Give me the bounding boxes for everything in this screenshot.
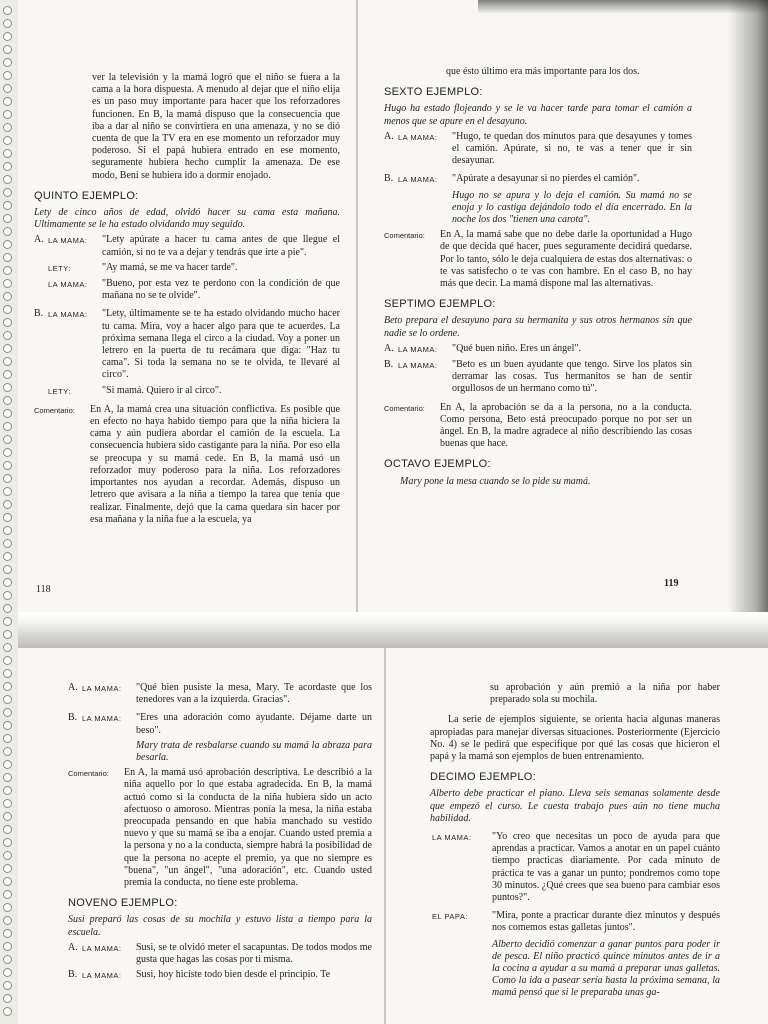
binding-hole	[3, 97, 12, 106]
binding-hole	[3, 318, 12, 327]
narration: Alberto decidió comenzar a ganar puntos para poder ir de pesca. El niño practicó quince minutos antes de ir a la cocina a ayudar a su mamá a preparar unas galletas. Como la ida a pasear sería hasta la próxima semana, la mamá pensó que si le preparaba unas ga-	[492, 938, 720, 999]
binding-hole	[3, 578, 12, 587]
section-heading: OCTAVO EJEMPLO:	[384, 458, 491, 471]
spiral-binding	[0, 0, 18, 1024]
dialogue-text: "Qué bien pusiste la mesa, Mary. Te acordaste que los tenedores van a la izquierda. Gracias".	[136, 682, 372, 706]
binding-hole	[3, 734, 12, 743]
binding-hole	[3, 305, 12, 314]
speaker: LETY:	[48, 386, 71, 396]
binding-hole	[3, 955, 12, 964]
speaker: LA MAMA:	[398, 344, 438, 354]
page-119	[384, 66, 692, 491]
binding-hole	[3, 916, 12, 925]
option-label: A.	[68, 941, 78, 953]
binding-hole	[3, 994, 12, 1003]
binding-hole	[3, 1007, 12, 1016]
binding-hole	[3, 45, 12, 54]
speaker: LA MAMA:	[48, 236, 88, 246]
speaker: LA MAMA:	[398, 361, 438, 371]
dialogue-text: "Mira, ponte a practicar durante diez minutos y después nos comemos estas galletas juntos".	[492, 910, 720, 934]
comment-text: En A, la aprobación se da a la persona, no a la conducta. Como persona, Beto está preocupado porque no por ser un ángel. En B, la madre agradece al niño describiendo las cosas buenas que hace.	[440, 401, 692, 450]
binding-hole	[3, 890, 12, 899]
comment-text: En A, la mamá crea una situación conflictiva. Es posible que en efecto no haya habido tiempo para que la niña hiciera la cama y aún pudiera abordar el camión de la escuela. La consecuencia hubiera sido castigante para la niña. Por eso ella se preocupa y su mamá cede. En B, la mamá usó un reforzador muy poderoso para la niña. Los reforzadores importantes nos ayudan a recordar. Además, dispuso un letrero que avisara a la niña a tiempo la tarea que tenía que realizar. Finalmente, dejó que la cama quedara sin hacer por esa mañana y la niña fue a la escuela, ya	[90, 403, 340, 525]
dialogue-text: Susi, se te olvidó meter el sacapuntas. De todos modos me gusta que hagas las cosas por ti misma.	[136, 941, 372, 966]
binding-hole	[3, 461, 12, 470]
gutter	[356, 0, 358, 612]
section-heading: NOVENO EJEMPLO:	[68, 897, 178, 910]
scenario: Hugo ha estado flojeando y se le va hacer tarde para tomar el camión a menos que se apure en el desayuno.	[384, 103, 692, 127]
binding-hole	[3, 422, 12, 431]
binding-hole	[3, 149, 12, 158]
binding-hole	[3, 838, 12, 847]
dialogue-line	[384, 131, 692, 168]
binding-hole	[3, 19, 12, 28]
page-left	[68, 682, 372, 985]
option-label: B.	[68, 969, 78, 981]
binding-hole	[3, 214, 12, 223]
comment-label: Comentario:	[68, 769, 109, 779]
page-gap	[18, 612, 768, 648]
scan-shadow	[728, 0, 768, 612]
dialogue-line	[384, 343, 692, 356]
scan-shadow-top	[478, 0, 768, 14]
binding-hole	[3, 799, 12, 808]
binding-hole	[3, 292, 12, 301]
binding-hole	[3, 513, 12, 522]
dialogue-line	[68, 942, 372, 966]
dialogue-text: "Si mamá. Quiero ir al circo".	[102, 384, 222, 396]
dialogue-line	[34, 234, 340, 258]
speaker: LA MAMA:	[82, 943, 122, 953]
option-label: B.	[384, 173, 394, 185]
top-spread	[18, 0, 768, 612]
binding-hole	[3, 747, 12, 756]
dialogue-text: "Ay mamá, se me va hacer tarde".	[102, 261, 238, 273]
scenario: Lety de cinco años de edad, olvidó hacer su cama esta mañana. Ultimamente se le ha estado olvidando muy seguido.	[34, 207, 340, 231]
dialogue-line	[34, 278, 340, 302]
option-label: B.	[384, 359, 394, 371]
binding-hole	[3, 32, 12, 41]
binding-hole	[3, 968, 12, 977]
binding-hole	[3, 383, 12, 392]
binding-hole	[3, 721, 12, 730]
binding-hole	[3, 760, 12, 769]
dialogue-line	[68, 712, 372, 736]
dialogue-line	[430, 910, 720, 934]
binding-hole	[3, 669, 12, 678]
option-label: A.	[384, 130, 394, 142]
binding-hole	[3, 604, 12, 613]
dialogue-text: "Hugo, te quedan dos minutos para que desayunes y tomes el camión. Apúrate, si no, te vas a tener que ir sin desayunar.	[452, 130, 692, 167]
section-heading: SEPTIMO EJEMPLO:	[384, 298, 496, 311]
page-number: 119	[664, 578, 679, 589]
scenario: Beto prepara el desayuno para su hermanita y sus otros hermanos sin que nadie se lo ordene.	[384, 315, 692, 339]
comment-text: En A, la mamá usó aprobación descriptiva. Le describió a la niña aquello por lo que estaba agradecida. En B, la mamá actuó como si la conducta de la niña hubiera sido un acto afectuoso o amoroso. Mientras ponía la mesa, la niña estaba preocupada pensando en que había manchado su vestido nuevo y que su mamá se iba a enojar. Cuando usted premia a la persona y no a la conducta, siempre habrá la posibilidad de que la persona no acepte el premio, ya que no siempre es "buena", "un ángel", "una adoración", etc. Cuando usted premia la conducta, no tiene este problema.	[124, 767, 372, 889]
option-label: B.	[68, 712, 78, 724]
binding-hole	[3, 708, 12, 717]
binding-hole	[3, 617, 12, 626]
speaker: LA MAMA:	[82, 971, 122, 981]
binding-hole	[3, 851, 12, 860]
speaker: LA MAMA:	[398, 132, 438, 142]
dialogue-line	[68, 969, 372, 982]
binding-hole	[3, 58, 12, 67]
page-118	[34, 72, 340, 529]
binding-hole	[3, 591, 12, 600]
binding-hole	[3, 409, 12, 418]
binding-hole	[3, 370, 12, 379]
dialogue-text: "Apúrate a desayunar si no pierdes el camión".	[452, 173, 640, 185]
comment	[384, 402, 692, 451]
binding-hole	[3, 227, 12, 236]
binding-hole	[3, 656, 12, 665]
binding-hole	[3, 539, 12, 548]
binding-hole	[3, 825, 12, 834]
dialogue-line	[430, 831, 720, 904]
binding-hole	[3, 396, 12, 405]
binding-hole	[3, 240, 12, 249]
binding-hole	[3, 84, 12, 93]
speaker: LA MAMA:	[398, 175, 438, 185]
option-label: A.	[68, 682, 78, 693]
speaker: LA MAMA:	[82, 714, 122, 724]
narration: Hugo no se apura y lo deja el camión. Su mamá no se enoja y lo castiga dejándolo todo el día encerrado. En la noche los dos "tienen una carota".	[452, 189, 692, 226]
comment-text: En A, la mamá sabe que no debe darle la oportunidad a Hugo de que decida qué hacer, pues seguramente decidirá quedarse. Por lo tanto, sólo le deja cualquiera de estas dos alternativas: o te vas satisfecho o te vas con hambre. En el caso B, no hay más que decir. La mamá dispone mal las alternativas.	[440, 229, 692, 290]
bottom-spread	[18, 648, 768, 1024]
dialogue-line	[384, 173, 692, 186]
gutter	[384, 648, 386, 1024]
binding-hole	[3, 903, 12, 912]
binding-hole	[3, 188, 12, 197]
binding-hole	[3, 695, 12, 704]
dialogue-text: "Eres una adoración como ayudante. Déjame darte un beso".	[136, 712, 372, 736]
speaker: EL PAPA:	[432, 912, 468, 922]
scenario: Susi preparó las cosas de su mochila y estuvo lista a tiempo para la escuela.	[68, 914, 372, 938]
binding-hole	[3, 643, 12, 652]
binding-hole	[3, 357, 12, 366]
comment	[68, 767, 372, 889]
dialogue-line	[68, 682, 372, 706]
binding-hole	[3, 201, 12, 210]
binding-hole	[3, 552, 12, 561]
binding-hole	[3, 71, 12, 80]
dialogue-line	[34, 262, 340, 275]
binding-hole	[3, 942, 12, 951]
scenario: Alberto debe practicar el piano. Lleva seis semanas solamente desde que empezó el curso. Le cuesta trabajo pues aún no tiene mucha habilidad.	[430, 788, 720, 824]
binding-hole	[3, 6, 12, 15]
binding-hole	[3, 253, 12, 262]
speaker: LA MAMA:	[48, 280, 88, 290]
binding-hole	[3, 981, 12, 990]
binding-hole	[3, 929, 12, 938]
binding-hole	[3, 110, 12, 119]
binding-hole	[3, 175, 12, 184]
dialogue-text: "Yo creo que necesitas un poco de ayuda para que aprendas a practicar. Vamos a anotar en un papel cuánto tiempo practicas diariamente. Por cada minuto de práctica te vas a ganar un punto; pondremos como tope 30 minutos. ¿Qué crees que sea bueno para cambiar esos puntos?".	[492, 831, 720, 904]
binding-hole	[3, 344, 12, 353]
binding-hole	[3, 630, 12, 639]
binding-hole	[3, 279, 12, 288]
page-number: 118	[36, 584, 51, 595]
binding-hole	[3, 500, 12, 509]
section-heading: QUINTO EJEMPLO:	[34, 189, 139, 202]
binding-hole	[3, 435, 12, 444]
narration: Mary trata de resbalarse cuando su mamá la abraza para besarla.	[136, 739, 372, 764]
section-heading: DECIMO EJEMPLO:	[430, 771, 536, 784]
binding-hole	[3, 136, 12, 145]
carryover-line: que ésto último era más importante para los dos.	[446, 66, 640, 77]
comment	[34, 404, 340, 526]
binding-hole	[3, 487, 12, 496]
binding-hole	[3, 565, 12, 574]
dialogue-text: "Bueno, por esta vez te perdono con la condición de que mañana no se te olvide".	[102, 278, 340, 302]
speaker: LETY:	[48, 263, 71, 273]
dialogue-text: Susi, hoy hiciste todo bien desde el principio. Te	[136, 969, 331, 981]
comment-label: Comentario:	[34, 405, 75, 415]
paragraph: La serie de ejemplos siguiente, se orienta hacia algunas maneras apropiadas para manejar diversas situaciones. Posteriormente (Ejercicio No. 4) se le pedirá que especifique por qué las cosas que hicieron el papá y la mamá son ejemplos de buen entrenamiento.	[430, 714, 720, 763]
binding-hole	[3, 682, 12, 691]
binding-hole	[3, 786, 12, 795]
scenario: Mary pone la mesa cuando se lo pide su mamá.	[400, 475, 591, 487]
binding-hole	[3, 773, 12, 782]
comment	[384, 229, 692, 290]
binding-hole	[3, 448, 12, 457]
binding-hole	[3, 474, 12, 483]
dialogue-text: "Beto es un buen ayudante que tengo. Sirve los platos sin derramar las cosas. Tus hermanitos se han de sentir orgullosos de un hermano como tú".	[452, 359, 692, 395]
dialogue-text: "Lety, últimamente se te ha estado olvidando mucho hacer tu cama. Mira, voy a hacer algo para que te acuerdes. La próxima semana llega el circo a la ciudad. Voy a poner un letrero en la puerta de tu recámara que diga: "Haz tu cama". Si toda la semana no se te olvida, te llevaré al circo".	[102, 308, 340, 381]
option-label: B.	[34, 308, 44, 320]
binding-hole	[3, 123, 12, 132]
binding-hole	[3, 864, 12, 873]
carryover-line: su aprobación y aún premió a la niña por haber preparado sola su mochila.	[490, 682, 720, 706]
binding-hole	[3, 812, 12, 821]
binding-hole	[3, 266, 12, 275]
section-heading: SEXTO EJEMPLO:	[384, 86, 483, 99]
binding-hole	[3, 526, 12, 535]
dialogue-line	[34, 308, 340, 381]
dialogue-line	[34, 385, 340, 398]
option-label: A.	[384, 342, 394, 354]
speaker: LA MAMA:	[432, 833, 472, 843]
page-right	[430, 682, 720, 1003]
option-label: A.	[34, 234, 44, 246]
speaker: LA MAMA:	[48, 310, 88, 320]
binding-hole	[3, 331, 12, 340]
speaker: LA MAMA:	[82, 684, 122, 693]
binding-hole	[3, 162, 12, 171]
binding-hole	[3, 877, 12, 886]
comment-label: Comentario:	[384, 231, 425, 241]
dialogue-text: "Lety apúrate a hacer tu cama antes de que llegue el camión, si no te va a dejar y tendrás que irte a pie".	[102, 234, 340, 258]
comment-label: Comentario:	[384, 403, 425, 413]
dialogue-line	[384, 359, 692, 396]
dialogue-text: "Qué buen niño. Eres un ángel".	[452, 342, 581, 354]
carryover-paragraph: ver la televisión y la mamá logró que el niño se fuera a la cama a la hora dispuesta. A menudo al dejar que el niño elija es un paso muy importante para hacer que los reforzadores funcionen. En B, la mamá dispuso que la consecuencia que iba a dar al niño se convirtiera en una amenaza, y no se dió cuenta de que la TV era en ese momento un reforzador muy poderoso. Si el papá hubiera entrado en ese momento, seguramente hubiera hecho cumplir la amenaza. De ese modo, Beni se hubiera ido a dormir enojado.	[92, 72, 340, 181]
